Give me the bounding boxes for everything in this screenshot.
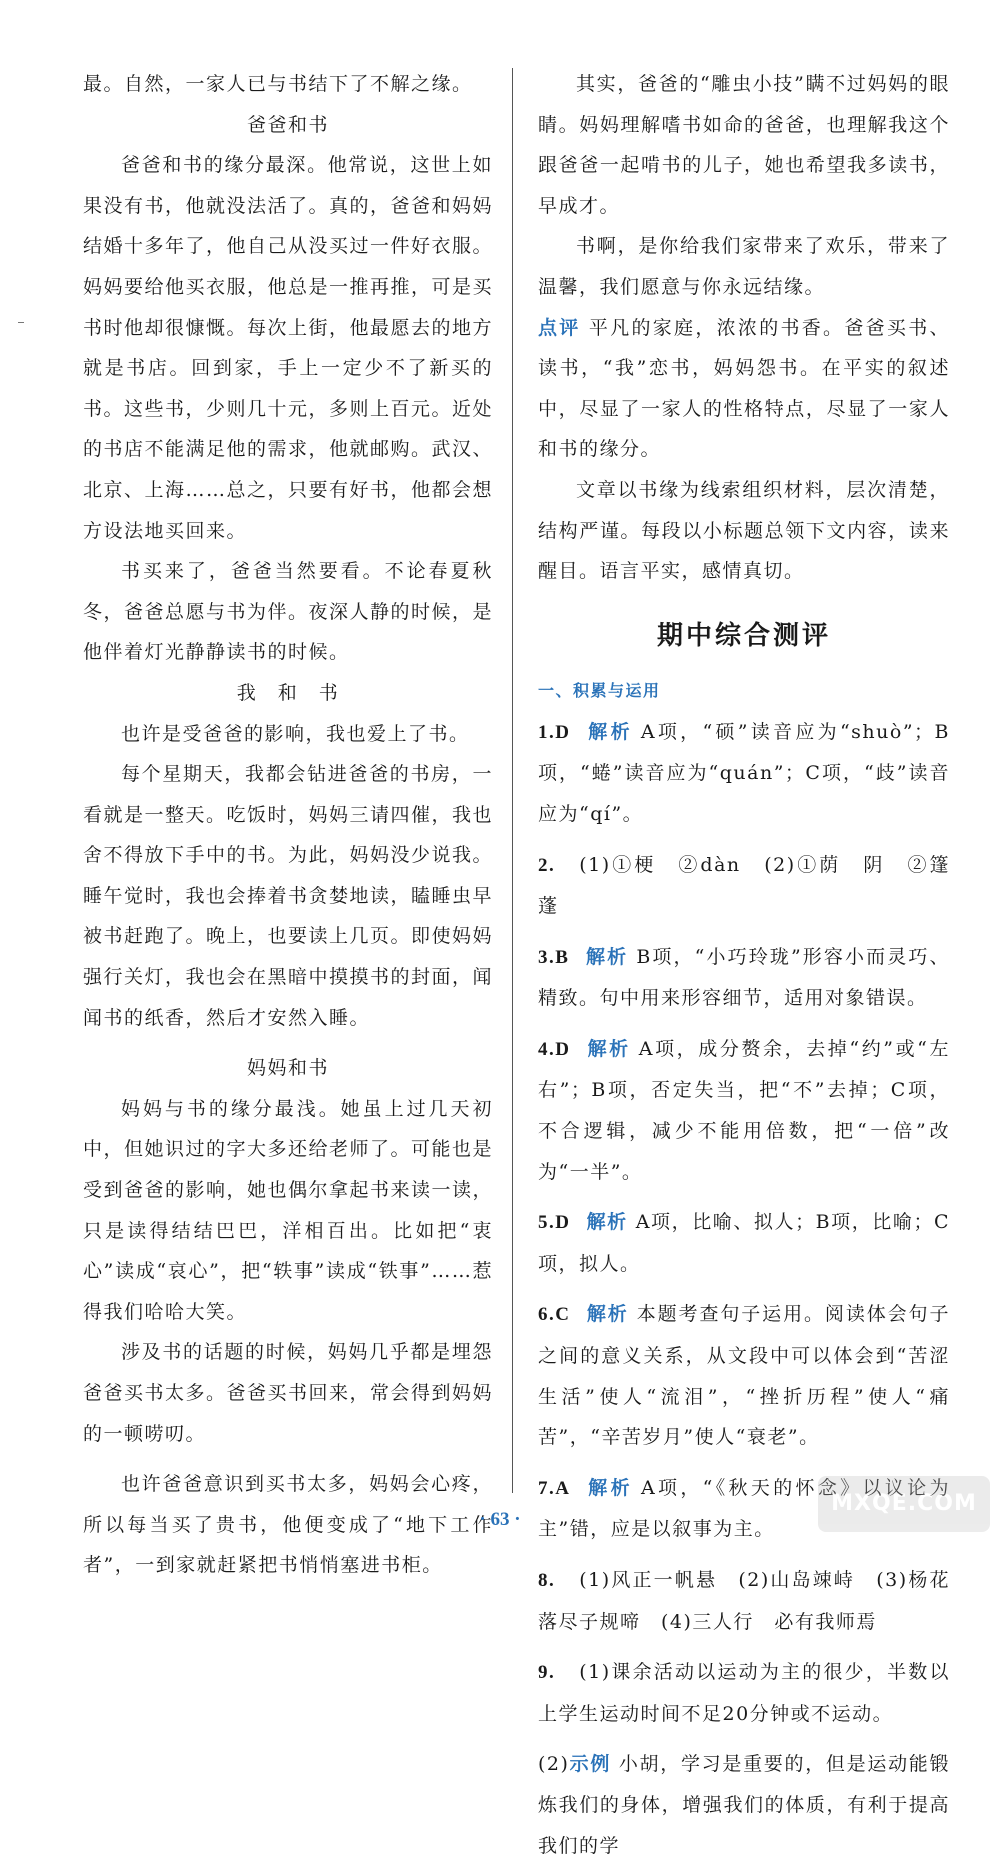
answer-item bbox=[538, 1202, 950, 1284]
answer-list bbox=[538, 712, 971, 1735]
subheading-mom-and-books: 妈妈和书 bbox=[246, 1057, 329, 1080]
answer-choice: D bbox=[555, 1038, 571, 1060]
comment-text-1: 平凡的家庭，浓浓的书香。爸爸买书、读书，“我”恋书，妈妈怨书。在平实的叙述中，尽显了一家人的性格特点，尽显了一家人和书的缘分。 bbox=[538, 316, 950, 461]
answer-number: 4. bbox=[538, 1038, 556, 1060]
answer-label: 解析 bbox=[586, 1211, 628, 1234]
answer-9-2-text: 小胡，学习是重要的，但是运动能锻炼我们的身体，增强我们的体质，有利于提高我们的学 bbox=[538, 1753, 950, 1857]
left-column bbox=[83, 64, 493, 1586]
answer-number: 8. bbox=[538, 1570, 556, 1591]
answer-item bbox=[538, 712, 950, 835]
answer-text: A项，比喻、拟人；B项，比喻；C项，拟人。 bbox=[538, 1211, 950, 1275]
answer-number: 9. bbox=[538, 1662, 556, 1684]
paragraph-conclusion-2: 书啊，是你给我们家带来了欢乐，带来了温馨，我们愿意与你永远结缘。 bbox=[538, 235, 950, 298]
answer-text: A项，“硕”读音应为“shuò”；B项，“蜷”读音应为“quán”；C项，“歧”读音应为“qí”。 bbox=[538, 720, 950, 825]
answer-text: A项，“《秋天的怀念》以议论为主”错，应是以叙事为主。 bbox=[538, 1476, 950, 1541]
answer-9-2 bbox=[538, 1744, 950, 1866]
comment-text-2: 文章以书缘为线索组织材料，层次清楚，结构严谨。每段以小标题总领下文内容，读来醒目。语言平实，感情真切。 bbox=[538, 478, 950, 583]
comment-label: 点评 bbox=[538, 316, 581, 339]
answer-9-2-label: 示例 bbox=[569, 1753, 612, 1776]
paragraph-mom-1: 妈妈与书的缘分最浅。她虽上过几天初中，但她识过的字大多还给老师了。可能也是受到爸爸的影响，她也偶尔拿起书来读一读，只是读得结结巴巴，洋相百出。比如把“衷心”读成“哀心”，把“轶事”读成“铁事”……惹得我们哈哈大笑。 bbox=[83, 1097, 494, 1323]
test-title: 期中综合测评 bbox=[656, 620, 831, 651]
answer-number: 2. bbox=[538, 854, 556, 876]
answer-text: (1)课余活动以运动为主的很少，半数以上学生运动时间不足20分钟或不运动。 bbox=[538, 1661, 950, 1725]
paragraph-me-2: 每个星期天，我都会钻进爸爸的书房，一看就是一整天。吃饭时，妈妈三请四催，我也舍不得放下手中的书。为此，妈妈没少说我。睡午觉时，我也会捧着书贪婪地读，瞌睡虫早被书赶跑了。晚上，也要读上几页。即使妈妈强行关灯，我也会在黑暗中摸摸书的封面，闻闻书的纸香，然后才安然入睡。 bbox=[83, 763, 494, 1029]
answer-text: B项，“小巧玲珑”形容小而灵巧、精致。句中用来形容细节，适用对象错误。 bbox=[538, 945, 950, 1010]
answer-choice: D bbox=[555, 721, 571, 743]
comment-block bbox=[538, 308, 950, 470]
answer-choice: B bbox=[555, 946, 570, 968]
paragraph-mom-2: 涉及书的话题的时候，妈妈几乎都是埋怨爸爸买书太多。爸爸买书回来，常会得到妈妈的一顿唠叨。 bbox=[83, 1341, 494, 1445]
right-column bbox=[538, 64, 971, 1866]
answer-label: 解析 bbox=[586, 1303, 629, 1326]
paragraph-dad-1: 爸爸和书的缘分最深。他常说，这世上如果没有书，他就没法活了。真的，爸爸和妈妈结婚十多年了，他自己从没买过一件好衣服。妈妈要给他买衣服，他总是一推再推，可是买书时他却很慷慨。每次上街，他最愿去的地方就是书店。回到家，手上一定少不了新买的书。这些书，少则几十元，多则上百元。近处的书店不能满足他的需求，他就邮购。武汉、北京、上海……总之，只要有好书，他都会想方设法地买回来。 bbox=[83, 154, 494, 542]
subheading-me-and-books: 我 和 书 bbox=[236, 681, 340, 704]
paragraph-intro-end: 最。自然，一家人已与书结下了不解之缘。 bbox=[83, 73, 473, 95]
answer-choice: C bbox=[555, 1304, 571, 1326]
section-heading: 一、积累与运用 bbox=[538, 680, 661, 700]
answer-text: (1)风正一帆悬 (2)山岛竦峙 (3)杨花落尽子规啼 (4)三人行 必有我师焉 bbox=[538, 1569, 950, 1633]
answer-number: 5. bbox=[538, 1212, 556, 1234]
paragraph-dad-2: 书买来了，爸爸当然要看。不论春夏秋冬，爸爸总愿与书为伴。夜深人静的时候，是他伴着灯光静静读书的时候。 bbox=[83, 560, 494, 664]
answer-item bbox=[538, 1560, 950, 1642]
answer-label: 解析 bbox=[585, 945, 629, 968]
answer-item bbox=[538, 1652, 950, 1734]
answer-text: (1)①梗 ②dàn (2)①荫 阴 ②篷 蓬 bbox=[538, 853, 971, 918]
watermark-logo: MXQE.COM bbox=[818, 1476, 990, 1532]
answer-item bbox=[538, 937, 950, 1019]
answer-number: 7. bbox=[538, 1477, 556, 1499]
paragraph-mom-3: 也许爸爸意识到买书太多，妈妈会心疼，所以每当买了贵书，他便变成了“地下工作者”，一到家就赶紧把书悄悄塞进书柜。 bbox=[83, 1473, 493, 1577]
answer-number: 6. bbox=[538, 1304, 556, 1326]
answer-label: 解析 bbox=[586, 1037, 631, 1060]
answer-choice: D bbox=[555, 1212, 571, 1234]
answer-choice: A bbox=[555, 1477, 571, 1499]
paragraph-conclusion-1: 其实，爸爸的“雕虫小技”瞒不过妈妈的眼睛。妈妈理解嗜书如命的爸爸，也理解我这个跟爸爸一起啃书的儿子，她也希望我多读书，早成才。 bbox=[538, 73, 950, 217]
page-number: · 63 · bbox=[479, 1509, 521, 1530]
subheading-dad-and-books: 爸爸和书 bbox=[246, 113, 329, 136]
answer-item bbox=[538, 1294, 950, 1457]
answer-number: 3. bbox=[538, 946, 556, 968]
paragraph-me-1: 也许是受爸爸的影响，我也爱上了书。 bbox=[121, 722, 470, 745]
margin-tick bbox=[18, 322, 24, 323]
answer-label: 解析 bbox=[586, 720, 633, 743]
answer-item bbox=[538, 1029, 950, 1192]
answer-number: 1. bbox=[538, 721, 556, 743]
answer-item bbox=[538, 845, 971, 927]
answer-text: 本题考查句子运用。阅读体会句子之间的意义关系，从文段中可以体会到“苦涩生活”使人“流泪”，“挫折历程”使人“痛苦”，“辛苦岁月”使人“衰老”。 bbox=[538, 1303, 950, 1449]
column-divider bbox=[512, 68, 513, 1493]
answer-text: A项，成分赘余，去掉“约”或“左右”；B项，否定失当，把“不”去掉；C项，不合逻辑，减少不能用倍数，把“一倍”改为“一半”。 bbox=[538, 1037, 950, 1183]
answer-label: 解析 bbox=[586, 1476, 633, 1499]
answer-9-2-prefix: (2) bbox=[538, 1753, 570, 1776]
